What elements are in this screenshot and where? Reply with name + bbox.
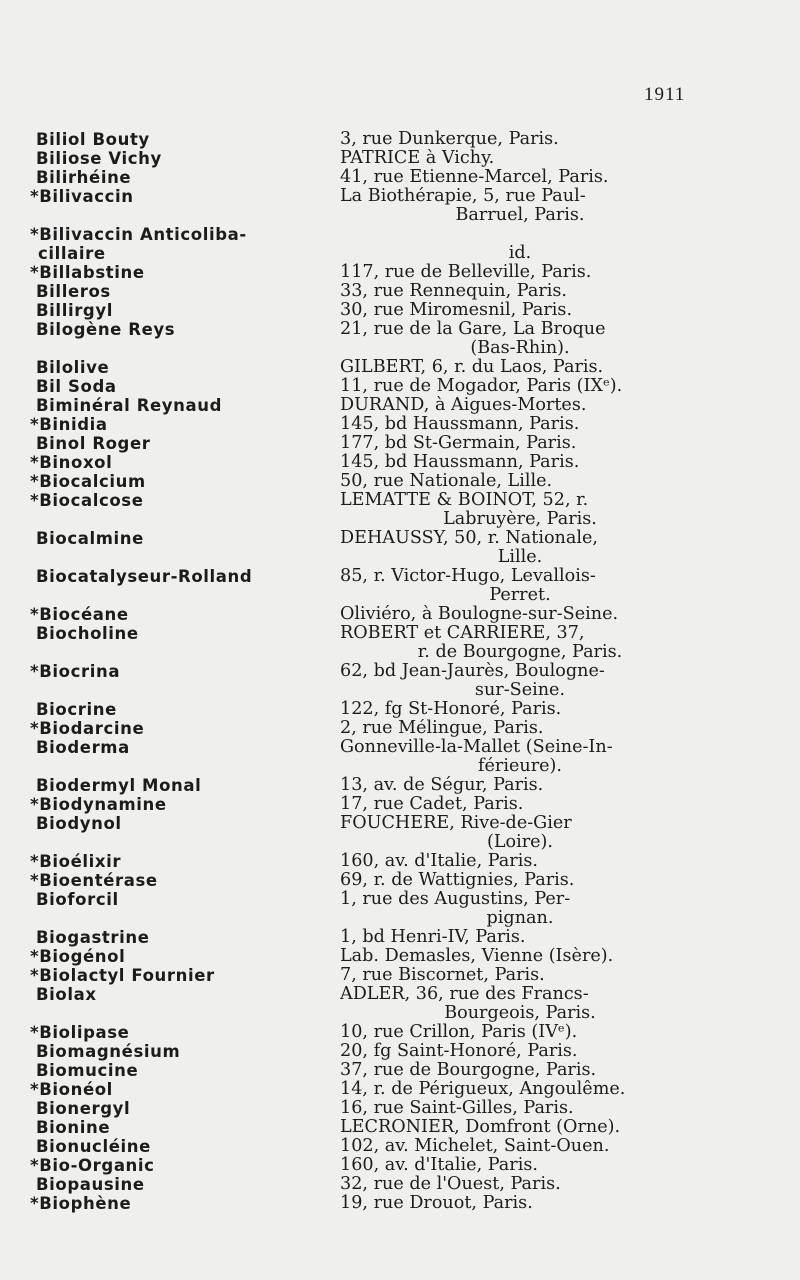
product-name <box>0 225 303 263</box>
product-name <box>0 605 303 624</box>
directory-entry <box>0 472 800 491</box>
product-address <box>303 453 700 472</box>
address-line: PATRICE à Vichy. <box>340 149 495 168</box>
address-line: DURAND, à Aigues-Mortes. <box>340 396 587 415</box>
product-name-line: Bionucléine <box>36 1137 151 1156</box>
product-name <box>0 1118 303 1137</box>
address-line: GILBERT, 6, r. du Laos, Paris. <box>340 358 604 377</box>
product-address <box>303 301 700 320</box>
product-name <box>0 1061 303 1080</box>
directory-entry <box>0 700 800 719</box>
product-address <box>303 358 700 377</box>
address-line: LECRONIER, Domfront (Orne). <box>340 1118 621 1137</box>
address-line: 41, rue Étienne-Marcel, Paris. <box>340 168 609 187</box>
directory-entry <box>0 795 800 814</box>
product-address <box>303 263 700 282</box>
product-name <box>0 719 303 738</box>
product-name-line: Biliol Bouty <box>36 130 150 149</box>
product-address <box>303 719 700 738</box>
product-name-line: *Binidia <box>30 415 108 434</box>
address-line: 62, bd Jean-Jaurès, Boulogne- <box>340 662 605 681</box>
address-line: FOUCHÈRE, Rive-de-Gier <box>340 814 572 833</box>
product-name-line: Biocholine <box>36 624 139 643</box>
product-name <box>0 814 303 833</box>
address-line: (Loire). <box>486 833 554 852</box>
product-name <box>0 738 303 757</box>
address-line: Labruyère, Paris. <box>443 510 597 529</box>
directory-entry <box>0 529 800 567</box>
product-name-line: *Bioentérase <box>30 871 158 890</box>
product-address <box>303 1118 700 1137</box>
product-name-line: *Biogénol <box>30 947 126 966</box>
product-name-line: *Bilivaccin Anticoliba- <box>30 225 247 244</box>
product-name <box>0 453 303 472</box>
directory-entry <box>0 890 800 928</box>
directory-entry <box>0 719 800 738</box>
directory-entry <box>0 776 800 795</box>
address-line: La Biothérapie, 5, rue Paul- <box>340 187 586 206</box>
product-name <box>0 187 303 206</box>
product-name <box>0 852 303 871</box>
product-address <box>303 282 700 301</box>
address-line: pignan. <box>486 909 554 928</box>
directory-entry <box>0 1023 800 1042</box>
directory-entry <box>0 225 800 263</box>
address-line: Lille. <box>497 548 543 567</box>
directory-entry <box>0 358 800 377</box>
directory-entry <box>0 168 800 187</box>
address-line: 69, r. de Wattignies, Paris. <box>340 871 575 890</box>
product-name-line: *Bilivaccin <box>30 187 134 206</box>
product-address <box>303 1175 700 1194</box>
directory-entry <box>0 377 800 396</box>
product-name <box>0 1023 303 1042</box>
address-line: 17, rue Cadet, Paris. <box>340 795 524 814</box>
directory-entry <box>0 320 800 358</box>
address-line: 50, rue Nationale, Lille. <box>340 472 553 491</box>
product-name <box>0 1156 303 1175</box>
address-line: LEMATTE & BOINOT, 52, r. <box>340 491 589 510</box>
product-address <box>303 377 700 396</box>
product-name-line: *Biophène <box>30 1194 132 1213</box>
product-address <box>303 187 700 225</box>
product-name-line: Biocalmine <box>36 529 144 548</box>
product-name-line: *Bionéol <box>30 1080 113 1099</box>
address-line: 1, rue des Augustins, Per- <box>340 890 571 909</box>
address-line: 30, rue Miromesnil, Paris. <box>340 301 573 320</box>
product-name <box>0 871 303 890</box>
product-name-line: Biomucine <box>36 1061 139 1080</box>
directory-entry <box>0 1156 800 1175</box>
product-name <box>0 1137 303 1156</box>
directory-entry <box>0 1175 800 1194</box>
product-name-line: *Biocalcium <box>30 472 146 491</box>
product-name-line: Bilirhéine <box>36 168 132 187</box>
address-line: 177, bd St-Germain, Paris. <box>340 434 577 453</box>
address-line: 14, r. de Périgueux, Angoulême. <box>340 1080 626 1099</box>
address-line: 2, rue Mélingue, Paris. <box>340 719 544 738</box>
product-name-line: Bilogène Reys <box>36 320 176 339</box>
product-name-line: Biminéral Reynaud <box>36 396 222 415</box>
product-name <box>0 149 303 168</box>
product-name-line: *Biocalcose <box>30 491 144 510</box>
address-line: Barruel, Paris. <box>455 206 585 225</box>
product-address <box>303 529 700 567</box>
product-address <box>303 1023 700 1042</box>
product-name-line: Bionine <box>36 1118 111 1137</box>
product-address <box>303 966 700 985</box>
product-name-line: Bil Soda <box>36 377 117 396</box>
directory-entry <box>0 301 800 320</box>
address-line: 85, r. Victor-Hugo, Levallois- <box>340 567 596 586</box>
product-name-line: Biocatalyseur-Rolland <box>36 567 253 586</box>
directory-entry <box>0 985 800 1023</box>
directory-entry <box>0 1137 800 1156</box>
product-name <box>0 168 303 187</box>
product-name-line: *Biodynamine <box>30 795 167 814</box>
address-line <box>340 225 700 244</box>
directory-entry <box>0 263 800 282</box>
product-name <box>0 1080 303 1099</box>
directory-entry <box>0 1099 800 1118</box>
product-name-line: *Biolipase <box>30 1023 130 1042</box>
product-name <box>0 947 303 966</box>
product-address <box>303 814 700 852</box>
product-name-line: *Biocéane <box>30 605 129 624</box>
product-address <box>303 1042 700 1061</box>
product-name-line: Binol Roger <box>36 434 151 453</box>
address-line: ADLER, 36, rue des Francs- <box>340 985 589 1004</box>
product-address <box>303 1194 700 1213</box>
product-address <box>303 738 700 776</box>
product-name-line: Biodynol <box>36 814 122 833</box>
address-line: ROBERT et CARRIÈRE, 37, <box>340 624 585 643</box>
product-address <box>303 1080 700 1099</box>
address-line: 19, rue Drouot, Paris. <box>340 1194 533 1213</box>
directory-entry <box>0 453 800 472</box>
directory-entry <box>0 947 800 966</box>
directory-entry <box>0 1080 800 1099</box>
address-line: 160, av. d'Italie, Paris. <box>340 852 538 871</box>
product-name-line: *Bio-Organic <box>30 1156 155 1175</box>
address-line: 33, rue Rennequin, Paris. <box>340 282 567 301</box>
directory-entry <box>0 624 800 662</box>
product-name-line: cillaire <box>38 244 106 263</box>
product-name <box>0 301 303 320</box>
product-address <box>303 168 700 187</box>
address-line: 32, rue de l'Ouest, Paris. <box>340 1175 561 1194</box>
product-address <box>303 567 700 605</box>
product-name-line: *Binoxol <box>30 453 113 472</box>
address-line: 122, fg St-Honoré, Paris. <box>340 700 562 719</box>
product-address <box>303 605 700 624</box>
product-name-line: Billeros <box>36 282 111 301</box>
address-line: 1, bd Henri-IV, Paris. <box>340 928 526 947</box>
address-line: 7, rue Biscornet, Paris. <box>340 966 545 985</box>
product-name <box>0 928 303 947</box>
directory-entry <box>0 130 800 149</box>
product-name-line: Biliose Vichy <box>36 149 162 168</box>
product-name-line: Biogastrine <box>36 928 150 947</box>
directory-entry <box>0 1194 800 1213</box>
product-address <box>303 700 700 719</box>
address-line: r. de Bourgogne, Paris. <box>417 643 623 662</box>
product-address <box>303 928 700 947</box>
product-name <box>0 966 303 985</box>
address-line: 13, av. de Ségur, Paris. <box>340 776 544 795</box>
product-name <box>0 700 303 719</box>
product-name <box>0 282 303 301</box>
product-name <box>0 1175 303 1194</box>
product-name-line: Bioforcil <box>36 890 119 909</box>
product-name <box>0 776 303 795</box>
address-line: Oliviéro, à Boulogne-sur-Seine. <box>340 605 619 624</box>
product-name <box>0 377 303 396</box>
address-line: sur-Seine. <box>474 681 566 700</box>
address-line: 160, av. d'Italie, Paris. <box>340 1156 538 1175</box>
product-address <box>303 472 700 491</box>
product-name-line: *Biocrina <box>30 662 121 681</box>
product-address <box>303 396 700 415</box>
product-name <box>0 567 303 586</box>
directory-entry <box>0 434 800 453</box>
product-name-line: Biomagnésium <box>36 1042 181 1061</box>
product-address <box>303 1156 700 1175</box>
address-line: 3, rue Dunkerque, Paris. <box>340 130 559 149</box>
product-name <box>0 358 303 377</box>
product-name <box>0 795 303 814</box>
address-line: férieure). <box>478 757 562 776</box>
product-address <box>303 776 700 795</box>
address-line: Lab. Demasles, Vienne (Isère). <box>340 947 614 966</box>
directory-entry <box>0 871 800 890</box>
product-address <box>303 795 700 814</box>
address-line: id. <box>508 244 532 263</box>
product-address <box>303 434 700 453</box>
address-line: 145, bd Haussmann, Paris. <box>340 415 580 434</box>
product-address <box>303 985 700 1023</box>
product-name <box>0 985 303 1004</box>
product-name-line: Bionergyl <box>36 1099 131 1118</box>
product-name-line: Biopausine <box>36 1175 145 1194</box>
directory-entry <box>0 396 800 415</box>
product-name-line: Biocrine <box>36 700 117 719</box>
page-number: 1911 <box>644 84 686 105</box>
address-line: DEHAUSSY, 50, r. Nationale, <box>340 529 599 548</box>
product-name <box>0 396 303 415</box>
directory-entry <box>0 738 800 776</box>
directory-entry <box>0 662 800 700</box>
directory-entry <box>0 187 800 225</box>
product-name-line: *Bioélixir <box>30 852 122 871</box>
product-address <box>303 624 700 662</box>
address-line: 10, rue Crillon, Paris (IVᵉ). <box>340 1023 578 1042</box>
product-name <box>0 491 303 510</box>
product-name <box>0 1099 303 1118</box>
product-name <box>0 662 303 681</box>
product-name <box>0 320 303 339</box>
product-name <box>0 890 303 909</box>
address-line: 11, rue de Mogador, Paris (IXᵉ). <box>340 377 623 396</box>
directory-list <box>0 130 800 1213</box>
directory-entry <box>0 928 800 947</box>
directory-entry <box>0 415 800 434</box>
address-line: Bourgeois, Paris. <box>444 1004 596 1023</box>
product-address <box>303 320 700 358</box>
product-name <box>0 263 303 282</box>
address-line: 16, rue Saint-Gilles, Paris. <box>340 1099 574 1118</box>
directory-entry <box>0 1118 800 1137</box>
directory-entry <box>0 149 800 168</box>
directory-entry <box>0 814 800 852</box>
product-name-line: *Biodarcine <box>30 719 145 738</box>
product-name <box>0 1042 303 1061</box>
address-line: Gonneville-la-Mallet (Seine-In- <box>340 738 613 757</box>
directory-entry <box>0 282 800 301</box>
product-name <box>0 1194 303 1213</box>
product-name <box>0 529 303 548</box>
product-address <box>303 1137 700 1156</box>
directory-entry <box>0 567 800 605</box>
product-name <box>0 624 303 643</box>
address-line: 20, fg Saint-Honoré, Paris. <box>340 1042 578 1061</box>
product-address <box>303 1061 700 1080</box>
address-line: 117, rue de Belleville, Paris. <box>340 263 592 282</box>
product-address <box>303 149 700 168</box>
product-address <box>303 947 700 966</box>
product-name-line: Bilolive <box>36 358 110 377</box>
address-line: 21, rue de la Gare, La Broque <box>340 320 606 339</box>
product-address <box>303 130 700 149</box>
product-name <box>0 415 303 434</box>
directory-entry <box>0 852 800 871</box>
directory-entry <box>0 605 800 624</box>
product-address <box>303 852 700 871</box>
address-line: 102, av. Michelet, Saint-Ouen. <box>340 1137 610 1156</box>
product-address <box>303 415 700 434</box>
directory-entry <box>0 966 800 985</box>
directory-entry <box>0 1042 800 1061</box>
product-name-line: Bioderma <box>36 738 130 757</box>
product-name <box>0 130 303 149</box>
product-address <box>303 491 700 529</box>
product-address <box>303 1099 700 1118</box>
address-line: (Bas-Rhin). <box>470 339 570 358</box>
address-line: 37, rue de Bourgogne, Paris. <box>340 1061 597 1080</box>
product-name-line: Billirgyl <box>36 301 113 320</box>
product-name-line: Biolax <box>36 985 97 1004</box>
address-line: Perret. <box>489 586 551 605</box>
directory-entry <box>0 1061 800 1080</box>
product-address <box>303 871 700 890</box>
product-address <box>303 225 700 263</box>
product-name-line: *Biolactyl Fournier <box>30 966 215 985</box>
address-line: 145, bd Haussmann, Paris. <box>340 453 580 472</box>
directory-entry <box>0 491 800 529</box>
product-address <box>303 890 700 928</box>
product-name <box>0 472 303 491</box>
product-name-line: *Billabstine <box>30 263 145 282</box>
product-address <box>303 662 700 700</box>
product-name-line: Biodermyl Monal <box>36 776 202 795</box>
product-name <box>0 434 303 453</box>
